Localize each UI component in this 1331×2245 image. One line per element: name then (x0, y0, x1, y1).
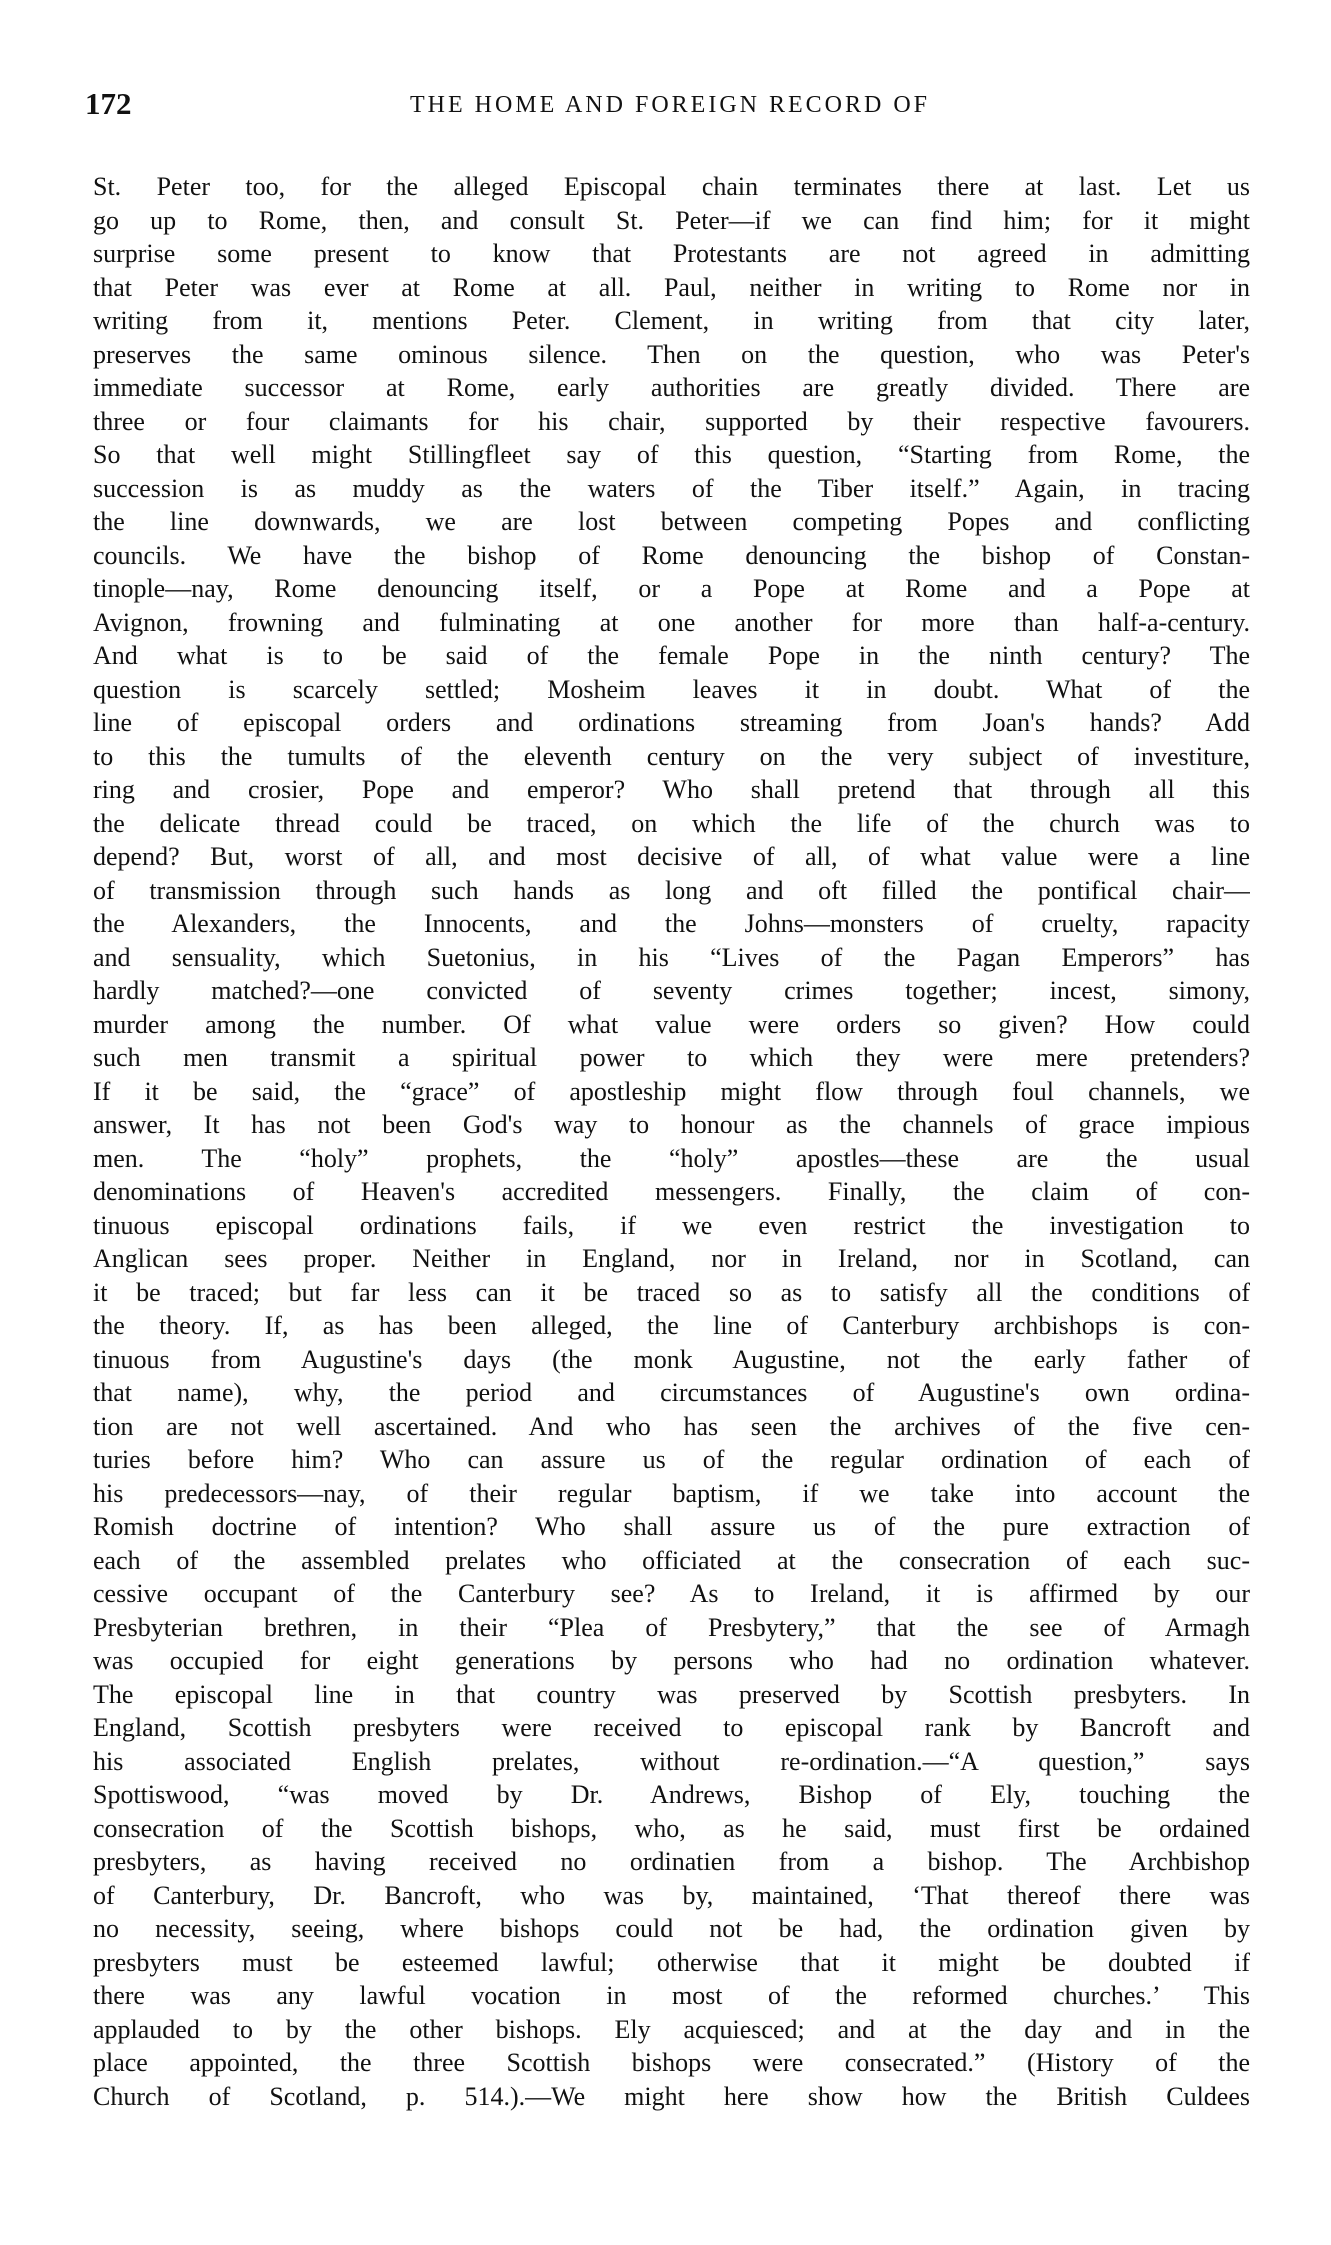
text-line: hardly matched?—one convicted of seventy crimes together; incest, simony, (93, 976, 1250, 1005)
text-line: cessive occupant of the Canterbury see? As to Ireland, it is affirmed by our (93, 1579, 1250, 1608)
text-line: denominations of Heaven's accredited messengers. Finally, the claim of con- (93, 1177, 1250, 1206)
text-line: preserves the same ominous silence. Then on the question, who was Peter's (93, 339, 1250, 369)
text-line: each of the assembled prelates who officiated at the consecration of each suc- (93, 1545, 1250, 1575)
text-line: the Alexanders, the Innocents, and the Johns—monsters of cruelty, rapacity (93, 909, 1250, 938)
text-line: Presbyterian brethren, in their “Plea of Presbytery,” that the see of Armagh (93, 1612, 1250, 1642)
text-line: turies before him? Who can assure us of the regular ordination of each of (93, 1445, 1250, 1474)
text-line: depend? But, worst of all, and most decisive of all, of what value were a line (93, 842, 1250, 871)
text-line: writing from it, mentions Peter. Clement, in writing from that city later, (93, 306, 1250, 335)
text-line: that Peter was ever at Rome at all. Paul, neither in writing to Rome nor in (93, 272, 1250, 302)
text-line: presbyters must be esteemed lawful; otherwise that it might be doubted if (93, 1947, 1250, 1977)
text-line: consecration of the Scottish bishops, who, as he said, must first be ordained (93, 1813, 1250, 1843)
running-title: THE HOME AND FOREIGN RECORD OF (409, 92, 931, 118)
text-line: answer, It has not been God's way to honour as the channels of grace impious (93, 1110, 1250, 1139)
text-line: presbyters, as having received no ordinatien from a bishop. The Archbishop (93, 1847, 1250, 1876)
text-line: ring and crosier, Pope and emperor? Who shall pretend that through all this (93, 775, 1250, 804)
text-line: his predecessors—nay, of their regular baptism, if we take into account the (93, 1478, 1250, 1508)
text-line: to this the tumults of the eleventh century on the very subject of investiture, (93, 741, 1250, 771)
text-line: Spottiswood, “was moved by Dr. Andrews, Bishop of Ely, touching the (93, 1780, 1250, 1809)
text-line: and sensuality, which Suetonius, in his “Lives of the Pagan Emperors” has (93, 942, 1250, 972)
text-line: murder among the number. Of what value were orders so given? How could (93, 1009, 1250, 1039)
text-line: such men transmit a spiritual power to which they were mere pretenders? (93, 1043, 1250, 1072)
text-line: applauded to by the other bishops. Ely acquiesced; and at the day and in the (93, 2014, 1250, 2044)
text-line: tinople—nay, Rome denouncing itself, or a Pope at Rome and a Pope at (93, 574, 1250, 603)
text-line: succession is as muddy as the waters of the Tiber itself.” Again, in tracing (93, 473, 1250, 503)
text-line: go up to Rome, then, and consult St. Peter—if we can find him; for it might (93, 205, 1250, 235)
text-line: place appointed, the three Scottish bishops were consecrated.” (History of the (93, 2048, 1250, 2077)
text-line: men. The “holy” prophets, the “holy” apostles—these are the usual (93, 1143, 1250, 1173)
text-line: was occupied for eight generations by persons who had no ordination whatever. (93, 1646, 1250, 1675)
text-line: England, Scottish presbyters were received to episcopal rank by Bancroft and (93, 1713, 1250, 1742)
text-line: St. Peter too, for the alleged Episcopal chain terminates there at last. Let us (93, 172, 1250, 201)
text-line: tion are not well ascertained. And who has seen the archives of the five cen- (93, 1411, 1250, 1441)
text-line: Anglican sees proper. Neither in England, nor in Ireland, nor in Scotland, can (93, 1244, 1250, 1273)
text-line: immediate successor at Rome, early authorities are greatly divided. There are (93, 373, 1250, 402)
text-line: that name), why, the period and circumstances of Augustine's own ordina- (93, 1378, 1250, 1407)
text-line: If it be said, the “grace” of apostleship might flow through foul channels, we (93, 1076, 1250, 1106)
text-line: three or four claimants for his chair, supported by their respective favourers. (93, 406, 1250, 436)
text-line: Avignon, frowning and fulminating at one another for more than half-a-century. (93, 607, 1250, 637)
text-line: question is scarcely settled; Mosheim leaves it in doubt. What of the (93, 674, 1250, 704)
text-line: there was any lawful vocation in most of the reformed churches.’ This (93, 1981, 1250, 2010)
text-line: line of episcopal orders and ordinations streaming from Joan's hands? Add (93, 708, 1250, 737)
text-line: the line downwards, we are lost between competing Popes and conflicting (93, 507, 1250, 536)
text-line: the theory. If, as has been alleged, the line of Canterbury archbishops is con- (93, 1311, 1250, 1340)
text-line: Romish doctrine of intention? Who shall assure us of the pure extraction of (93, 1512, 1250, 1541)
text-line: of Canterbury, Dr. Bancroft, who was by, maintained, ‘That thereof there was (93, 1880, 1250, 1910)
text-line: no necessity, seeing, where bishops could not be had, the ordination given by (93, 1914, 1250, 1943)
text-line: the delicate thread could be traced, on which the life of the church was to (93, 808, 1250, 838)
text-line: The episcopal line in that country was preserved by Scottish presbyters. In (93, 1679, 1250, 1709)
text-line: So that well might Stillingfleet say of this question, “Starting from Rome, the (93, 440, 1250, 469)
text-line: And what is to be said of the female Pope in the ninth century? The (93, 641, 1250, 670)
text-line: Church of Scotland, p. 514.).—We might here show how the British Culdees (93, 2081, 1250, 2111)
text-line: surprise some present to know that Protestants are not agreed in admitting (93, 239, 1250, 268)
text-line: councils. We have the bishop of Rome denouncing the bishop of Constan- (93, 540, 1250, 570)
text-line: his associated English prelates, without re-ordination.—“A question,” says (93, 1746, 1250, 1776)
page-header (85, 86, 1255, 126)
page-number: 172 (85, 86, 132, 121)
text-line: tinuous from Augustine's days (the monk Augustine, not the early father of (93, 1344, 1250, 1374)
text-line: of transmission through such hands as long and oft filled the pontifical chair— (93, 875, 1250, 905)
text-line: tinuous episcopal ordinations fails, if we even restrict the investigation to (93, 1210, 1250, 1240)
body-text (93, 170, 1250, 2113)
text-line: it be traced; but far less can it be traced so as to satisfy all the conditions of (93, 1277, 1250, 1307)
